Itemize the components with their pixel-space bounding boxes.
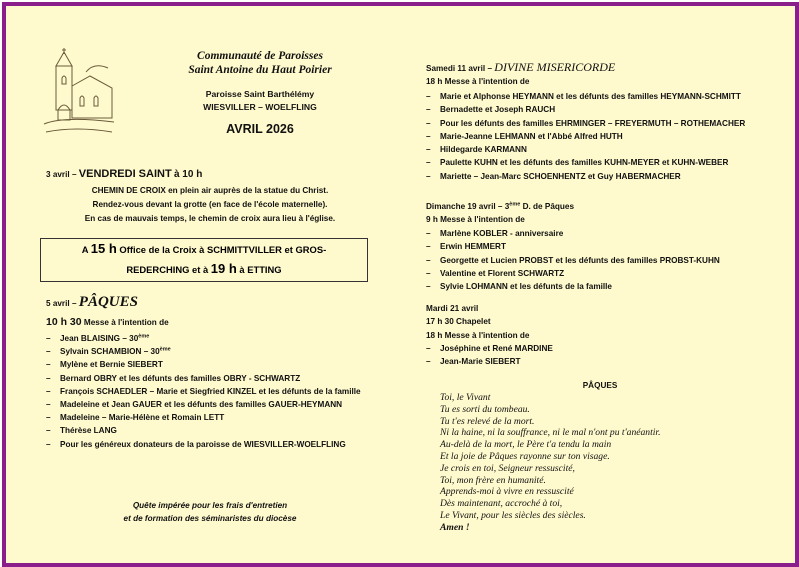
- easter-time: 10 h 30: [46, 316, 82, 328]
- tuesday-date: Mardi 21 avril: [426, 304, 479, 313]
- poem-line: Et la joie de Pâques rayonne sur ton visage.: [440, 450, 610, 462]
- list-item: – Paulette KUHN et les défunts des familles KUHN-MEYER et KUHN-WEBER: [426, 158, 729, 168]
- list-item: – Marie et Alphonse HEYMANN et les défunts des familles HEYMANN-SCHMITT: [426, 92, 741, 101]
- collection-note: [40, 500, 380, 525]
- easter-date: 5 avril –: [46, 299, 77, 308]
- poem-line: Apprends-moi à vivre en ressuscité: [440, 486, 574, 498]
- collection-note-line2: et de formation des séminaristes du diocèse: [123, 513, 297, 523]
- easter-intro: [46, 316, 376, 330]
- list-item: – Sylvie LOHMANN et les défunts de la famille: [426, 282, 612, 292]
- poem-title: PÂQUES: [582, 381, 618, 390]
- saturday-intentions: [426, 90, 776, 183]
- office-line2b: à ETTING: [239, 264, 282, 275]
- office-time-19: 19 h: [210, 261, 237, 276]
- parish-towns: WIESVILLER – WOELFLING: [203, 101, 317, 112]
- easter-intro-text: Messe à l'intention de: [83, 318, 169, 327]
- collection-note-line1: Quête impérée pour les frais d'entretien: [132, 501, 288, 510]
- good-friday-line3: En cas de mauvais temps, le chemin de croix aura lieu à l'église.: [84, 214, 336, 223]
- easter-heading: [46, 296, 376, 311]
- list-item: – Thérèse LANG: [46, 426, 117, 436]
- tuesday-chapelet: 17 h 30 Chapelet: [426, 317, 491, 327]
- poem-amen: Amen !: [440, 521, 470, 533]
- parish-name: Paroisse Saint Barthélémy: [205, 89, 315, 99]
- good-friday-heading: [46, 168, 376, 182]
- church-drawing-icon: [42, 46, 116, 138]
- community-line1: Communauté de Paroisses: [197, 50, 323, 62]
- sunday-intentions: [426, 227, 776, 293]
- good-friday-line1: CHEMIN DE CROIX en plein air auprès de la statue du Christ.: [91, 186, 329, 195]
- poem-line: Au-delà de la mort, le Père t'a tendu la main: [440, 439, 612, 451]
- poem-line: Tu t'es relevé de la mort.: [440, 415, 535, 427]
- list-item: – Sylvain SCHAMBION – 30ème: [46, 346, 171, 357]
- poem-line: Je crois en toi, Seigneur ressuscité,: [440, 462, 575, 474]
- office-text: Office de la Croix à SCHMITTVILLER et GROS-: [119, 244, 327, 255]
- list-item: – Marie-Jeanne LEHMANN et l'Abbé Alfred HUTH: [426, 131, 623, 141]
- list-item: – Jean BLAISING – 30ème: [46, 333, 150, 343]
- list-item: – Bernard OBRY et les défunts des familles OBRY - SCHWARTZ: [46, 373, 301, 383]
- list-item: – François SCHAEDLER – Marie et Siegfried KINZEL et les défunts de la famille: [46, 386, 361, 396]
- office-time-15: 15 h: [90, 241, 117, 256]
- month-title: AVRIL 2026: [226, 122, 294, 136]
- parish-block: [140, 88, 380, 113]
- poem-body: [440, 392, 760, 534]
- good-friday-date: 3 avril –: [46, 170, 77, 179]
- sunday-heading: Dimanche 19 avril – 3ème D. de Pâques: [426, 201, 575, 211]
- good-friday-title: VENDREDI SAINT: [78, 168, 172, 180]
- saturday-date: Samedi 11 avril –: [426, 64, 492, 73]
- saturday-heading: [426, 61, 776, 76]
- poem-line: Le Vivant, pour les siècles des siècles.: [440, 509, 586, 521]
- good-friday-line2: Rendez-vous devant la grotte (en face de l'école maternelle).: [92, 200, 328, 209]
- community-title: [140, 49, 380, 77]
- poem-line: Toi, le Vivant: [440, 392, 491, 403]
- list-item: – Mylène et Bernie SIEBERT: [46, 360, 163, 370]
- good-friday-time: à 10 h: [173, 169, 203, 180]
- tuesday-intro: 18 h Messe à l'intention de: [426, 330, 530, 340]
- good-friday-details: [40, 184, 380, 226]
- list-item: – Joséphine et René MARDINE: [426, 343, 553, 353]
- easter-title: PÂQUES: [78, 294, 138, 310]
- office-a: A: [81, 244, 89, 255]
- saturday-title: DIVINE MISERICORDE: [494, 60, 616, 74]
- list-item: – Madeleine et Jean GAUER et les défunts des familles GAUER-HEYMANN: [46, 400, 343, 410]
- sunday-intro: 9 h Messe à l'intention de: [426, 215, 525, 224]
- list-item: – Marlène KOBLER - anniversaire: [426, 229, 564, 238]
- list-item: – Valentine et Florent SCHWARTZ: [426, 268, 565, 278]
- easter-intentions: [46, 332, 376, 451]
- list-item: – Georgette et Lucien PROBST et les défunts des familles PROBST-KUHN: [426, 255, 720, 265]
- poem-line: Toi, mon frère en humanité.: [440, 474, 546, 486]
- list-item: – Hildegarde KARMANN: [426, 145, 527, 155]
- office-line2a: REDERCHING et à: [126, 264, 209, 275]
- list-item: – Mariette – Jean-Marc SCHOENHENTZ et Guy HABERMACHER: [426, 171, 681, 181]
- list-item: – Bernadette et Joseph RAUCH: [426, 105, 556, 115]
- saturday-intro: 18 h Messe à l'intention de: [426, 77, 530, 86]
- poem-line: Dès maintenant, accroché à toi,: [440, 498, 563, 510]
- office-box: [40, 238, 368, 282]
- list-item: – Pour les défunts des familles EHRMINGER – FREYERMUTH – ROTHEMACHER: [426, 118, 746, 128]
- poem-line: Ni la haine, ni la souffrance, ni le mal n'ont pu t'anéantir.: [440, 427, 661, 439]
- list-item: – Pour les généreux donateurs de la paroisse de WIESVILLER-WOELFLING: [46, 439, 346, 449]
- list-item: – Erwin HEMMERT: [426, 242, 506, 252]
- list-item: – Madeleine – Marie-Hélène et Romain LETT: [46, 413, 225, 423]
- tuesday-block: [426, 302, 776, 368]
- community-line2: Saint Antoine du Haut Poirier: [188, 64, 332, 76]
- list-item: – Jean-Marie SIEBERT: [426, 357, 521, 367]
- poem-line: Tu es sorti du tombeau.: [440, 403, 530, 415]
